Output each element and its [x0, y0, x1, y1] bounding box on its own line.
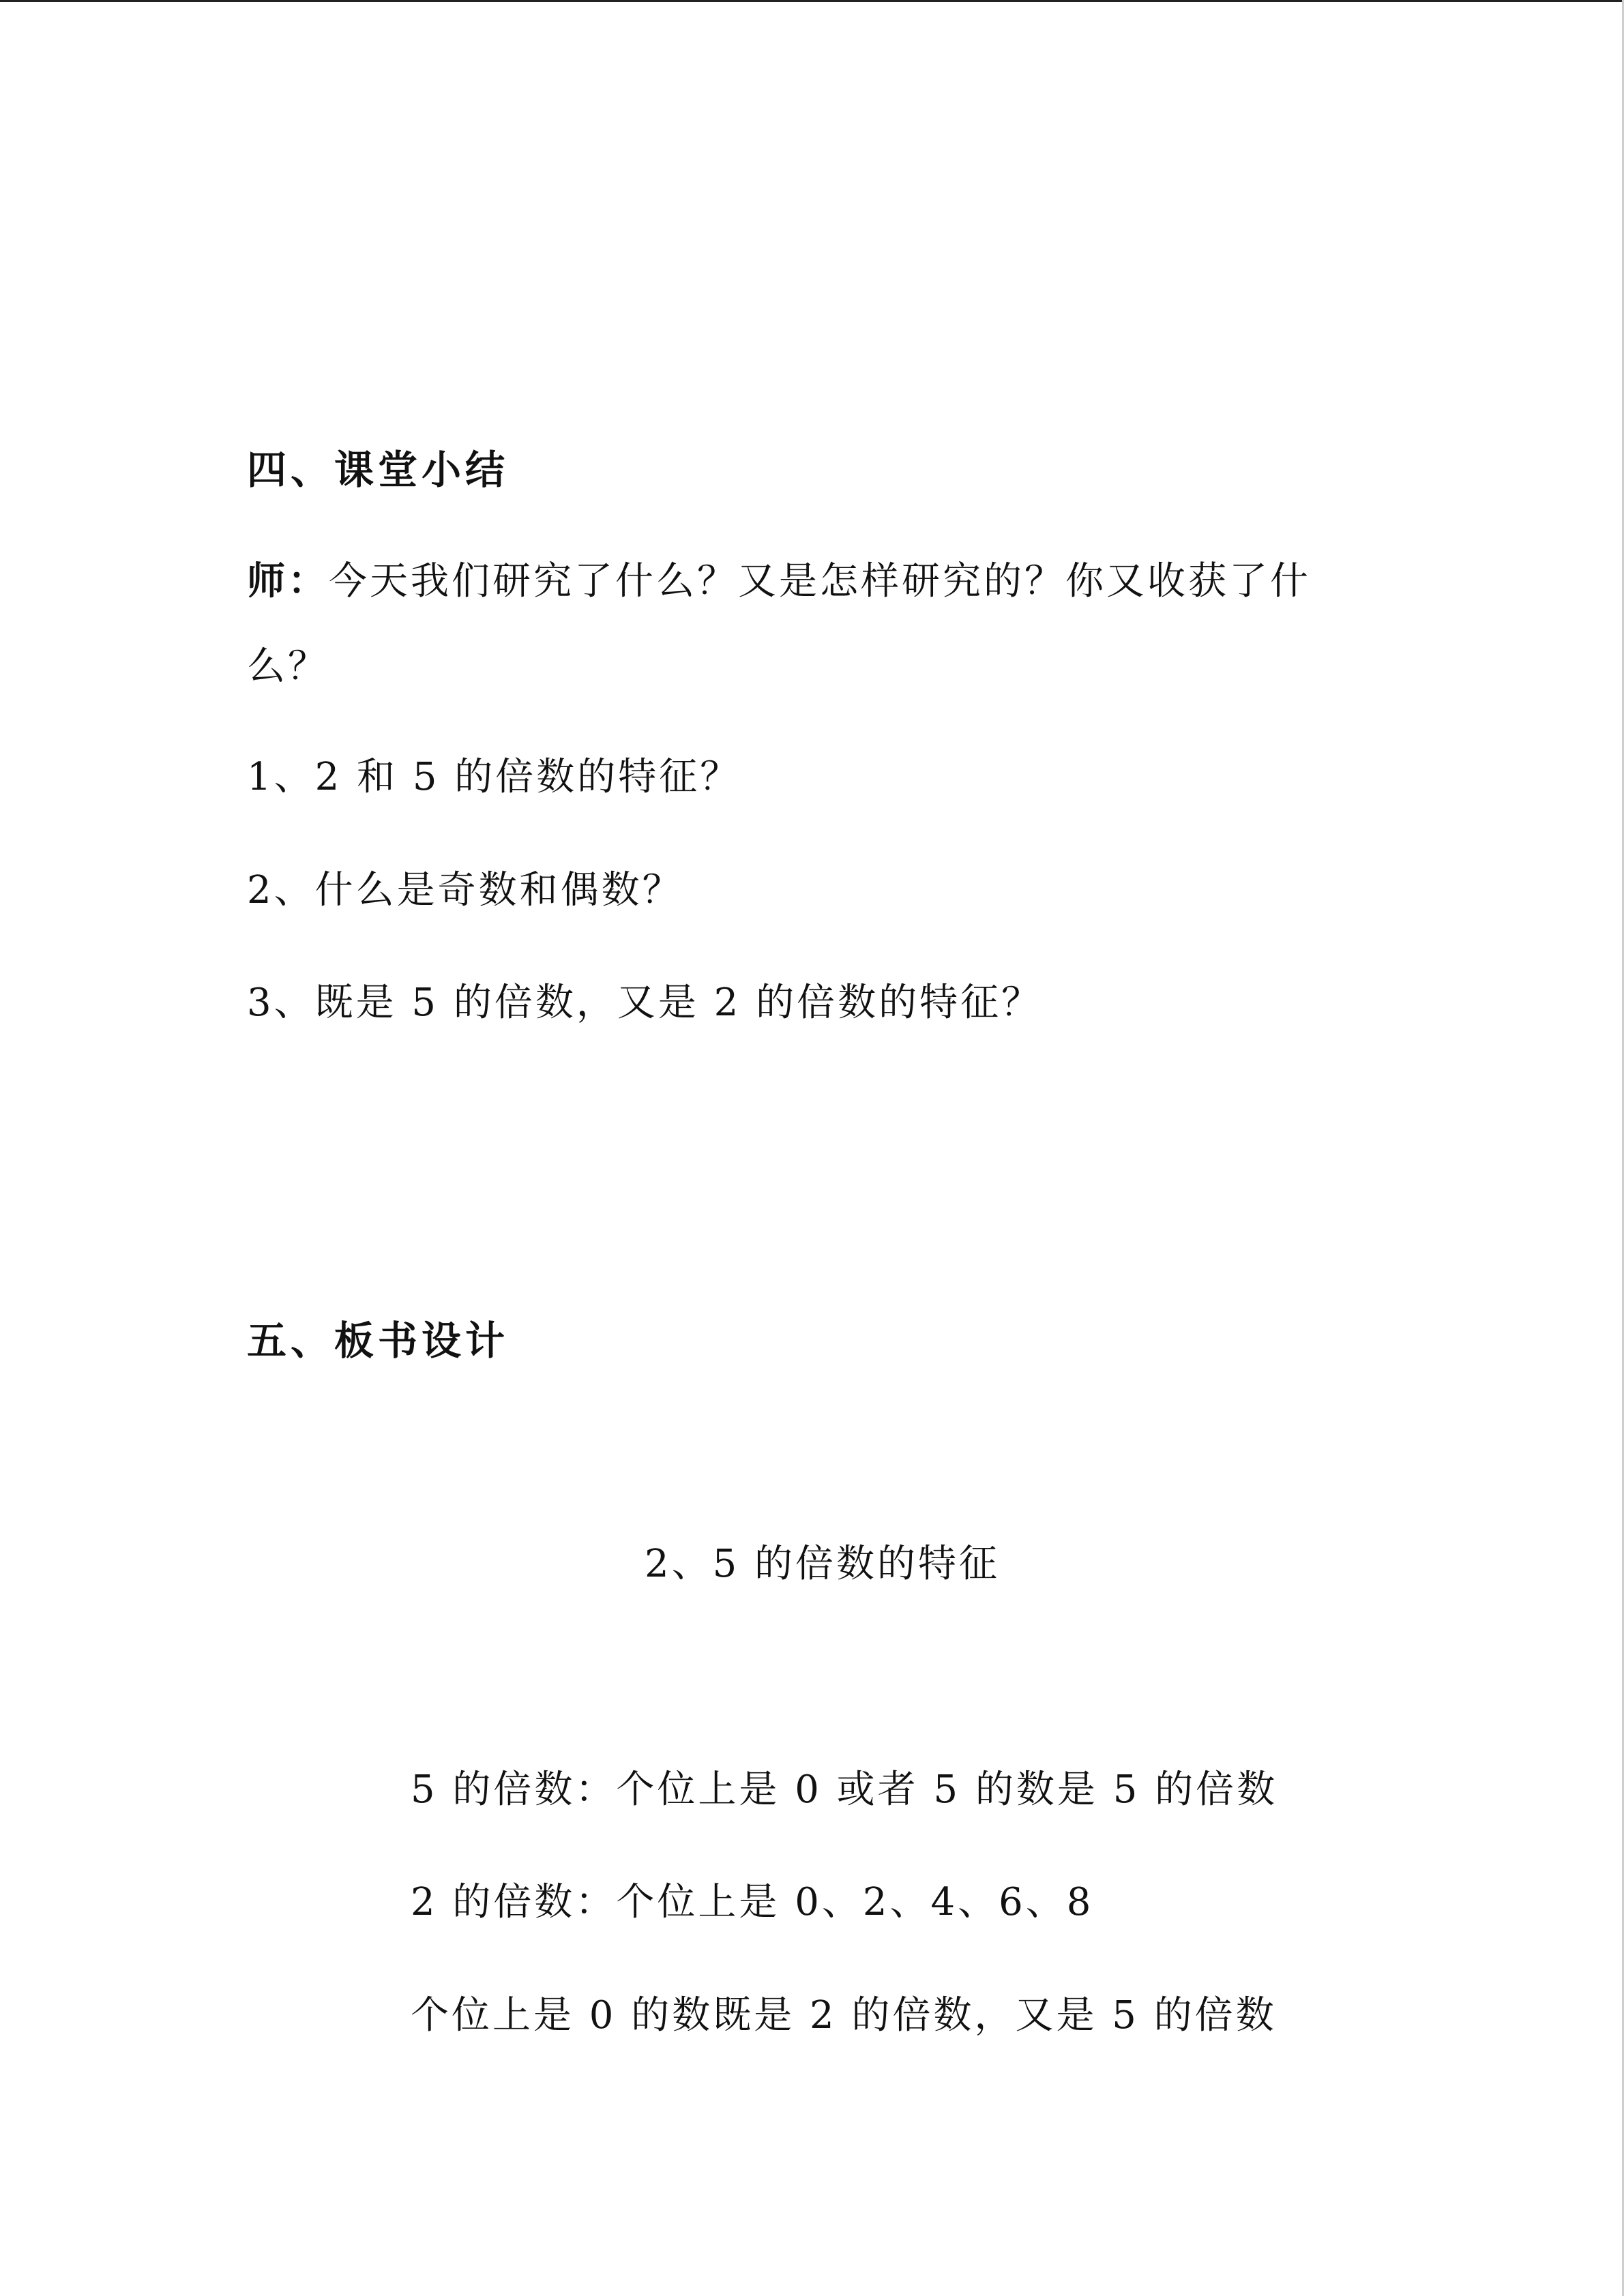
page-top-border	[0, 0, 1624, 2]
section-heading-board-design: 五、板书设计	[247, 1317, 510, 1364]
board-title: 2、5 的倍数的特征	[645, 1542, 1001, 1586]
teacher-label: 师：	[247, 559, 329, 603]
teacher-question-line	[247, 559, 1311, 603]
section-heading-summary: 四、课堂小结	[247, 447, 510, 493]
board-line-multiples-of-both: 个位上是 0 的数既是 2 的倍数，又是 5 的倍数	[411, 1993, 1277, 2038]
teacher-question-text: 今天我们研究了什么？又是怎样研究的？你又收获了什	[329, 559, 1311, 603]
board-line-multiples-of-2: 2 的倍数：个位上是 0、2、4、6、8	[411, 1880, 1094, 1924]
teacher-question-continuation: 么？	[247, 644, 329, 689]
summary-question-1: 1、2 和 5 的倍数的特征？	[247, 755, 741, 799]
board-line-multiples-of-5: 5 的倍数：个位上是 0 或者 5 的数是 5 的倍数	[411, 1768, 1278, 1812]
summary-question-2: 2、什么是奇数和偶数？	[247, 868, 683, 912]
summary-question-3: 3、既是 5 的倍数，又是 2 的倍数的特征？	[247, 981, 1043, 1025]
